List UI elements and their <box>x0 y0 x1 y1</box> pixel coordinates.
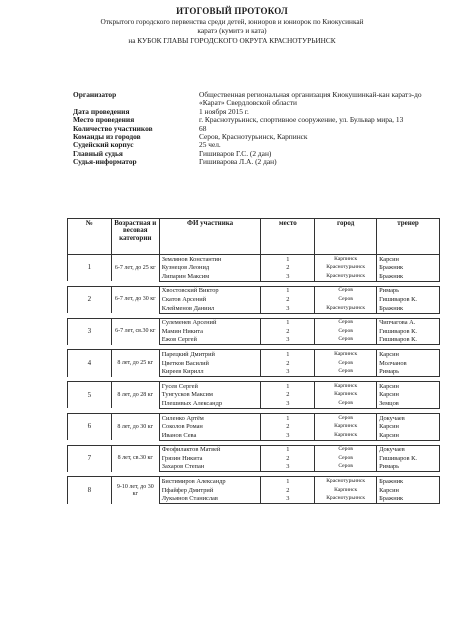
city-value: Серов <box>315 413 377 422</box>
place-value: 1 <box>261 350 315 359</box>
place-value: 3 <box>261 399 315 408</box>
place-value: 3 <box>261 463 315 472</box>
info-label: Дата проведения <box>73 106 130 116</box>
group-number: 4 <box>68 350 112 377</box>
coach-value: Карсин <box>377 423 440 432</box>
city-value: Серов <box>315 463 377 472</box>
place-value: 1 <box>261 255 315 264</box>
coach-value: Бражник <box>377 477 440 486</box>
column-header-place: место <box>261 219 315 255</box>
participant-name: Феофилактов Матвей <box>159 445 261 454</box>
page-title: ИТОГОВЫЙ ПРОТОКОЛ <box>176 6 288 16</box>
coach-value: Бражник <box>377 272 440 281</box>
place-value: 3 <box>261 336 315 345</box>
table-header-row <box>68 219 440 255</box>
age-weight-category: 8 лет, до 28 кг <box>111 382 159 409</box>
coach-value: Римарь <box>377 286 440 295</box>
group-number: 6 <box>68 413 112 440</box>
table-row <box>68 350 440 359</box>
participant-name: Плешивых Александр <box>159 399 261 408</box>
city-value: Серов <box>315 454 377 463</box>
city-value: Карпинск <box>315 382 377 391</box>
city-value: Серов <box>315 295 377 304</box>
info-label: Судейский корпус <box>73 140 134 150</box>
coach-value: Гишиваров К. <box>377 295 440 304</box>
place-value: 1 <box>261 286 315 295</box>
group-number: 7 <box>68 445 112 472</box>
coach-value: Карсин <box>377 431 440 440</box>
coach-value: Римарь <box>377 463 440 472</box>
place-value: 3 <box>261 272 315 281</box>
city-value: Серов <box>315 399 377 408</box>
city-value: Серов <box>315 327 377 336</box>
group-number: 3 <box>68 318 112 345</box>
participant-name: Иванов Сева <box>159 431 261 440</box>
participant-name: Тунгусков Максим <box>159 391 261 400</box>
info-value: 25 чел. <box>199 140 221 150</box>
coach-value: Гишиваров К. <box>377 336 440 345</box>
city-value: Краснотурьинск <box>315 304 377 313</box>
age-weight-category: 6-7 лет, до 25 кг <box>111 255 159 282</box>
coach-value: Бражник <box>377 304 440 313</box>
place-value: 3 <box>261 495 315 504</box>
place-value: 1 <box>261 318 315 327</box>
participant-name: Парецкий Дмитрий <box>159 350 261 359</box>
age-weight-category: 8 лет, до 30 кг <box>111 413 159 440</box>
table-row <box>68 286 440 295</box>
info-label: Место проведения <box>73 115 135 125</box>
city-value: Карпинск <box>315 255 377 264</box>
city-value: Серов <box>315 445 377 454</box>
place-value: 2 <box>261 327 315 336</box>
participant-name: Грязин Никита <box>159 454 261 463</box>
participant-name: Пфайфер Дмитрий <box>159 486 261 495</box>
table-row <box>68 382 440 391</box>
participant-name: Сулеменев Арсений <box>159 318 261 327</box>
city-value: Краснотурьинск <box>315 264 377 273</box>
participant-name: Цветков Василий <box>159 359 261 368</box>
column-header-number: № <box>68 219 112 255</box>
participant-name: Гусев Сергей <box>159 382 261 391</box>
participant-name: Клейменов Даниил <box>159 304 261 313</box>
table-row <box>68 445 440 454</box>
coach-value: Карсин <box>377 255 440 264</box>
info-value: г. Краснотурьинск, спортивное сооружение, ул. Бульвар мира, 13 <box>199 115 404 125</box>
age-weight-category: 6-7 лет, до 30 кг <box>111 286 159 313</box>
place-value: 1 <box>261 382 315 391</box>
column-header-city: город <box>315 219 377 255</box>
info-value: Общественная региональная организация Киокушинкай-кан каратэ-до «Карат» Свердловской области <box>199 90 422 108</box>
info-label: Количество участников <box>73 123 153 133</box>
participant-name: Скатов Арсений <box>159 295 261 304</box>
coach-value: Молчанов <box>377 359 440 368</box>
place-value: 2 <box>261 359 315 368</box>
city-value: Краснотурьинск <box>315 495 377 504</box>
coach-value: Бражник <box>377 495 440 504</box>
coach-value: Римарь <box>377 368 440 377</box>
place-value: 2 <box>261 454 315 463</box>
info-value: 1 ноября 2015 г. <box>199 106 249 116</box>
participant-name: Кузнецов Леонид <box>159 264 261 273</box>
coach-value: Карсин <box>377 350 440 359</box>
place-value: 1 <box>261 445 315 454</box>
place-value: 2 <box>261 423 315 432</box>
city-value: Краснотурьинск <box>315 272 377 281</box>
coach-value: Карсин <box>377 486 440 495</box>
table-row <box>68 413 440 422</box>
participant-name: Липарин Максим <box>159 272 261 281</box>
city-value: Карпинск <box>315 486 377 495</box>
city-value: Карпинск <box>315 431 377 440</box>
header-line-3: на КУБОК ГЛАВЫ ГОРОДСКОГО ОКРУГА КРАСНОТУРЬИНСК <box>128 35 336 45</box>
column-header-coach: тренер <box>377 219 440 255</box>
participant-name: Соколов Роман <box>159 423 261 432</box>
table-row <box>68 477 440 486</box>
place-value: 2 <box>261 486 315 495</box>
age-weight-category: 8 лет, св.30 кг <box>111 445 159 472</box>
place-value: 3 <box>261 304 315 313</box>
group-number: 1 <box>68 255 112 282</box>
column-header-category: Возрастная и весовая категории <box>111 219 159 255</box>
city-value: Серов <box>315 318 377 327</box>
info-row <box>73 158 433 166</box>
coach-value: Докучаев <box>377 445 440 454</box>
place-value: 2 <box>261 295 315 304</box>
info-label: Команды из городов <box>73 132 141 142</box>
age-weight-category: 9-10 лет, до 30 кг <box>111 477 159 504</box>
place-value: 1 <box>261 477 315 486</box>
participant-name: Хвостовский Виктор <box>159 286 261 295</box>
coach-value: Чипчагова А. <box>377 318 440 327</box>
table-row <box>68 255 440 264</box>
info-value: Гишиварова Л.А. (2 дан) <box>199 157 277 167</box>
info-label: Организатор <box>73 90 117 99</box>
place-value: 3 <box>261 431 315 440</box>
city-value: Серов <box>315 359 377 368</box>
info-value: Серов, Краснотурьинск, Карпинск <box>199 132 308 142</box>
age-weight-category: 8 лет, до 25 кг <box>111 350 159 377</box>
group-number: 2 <box>68 286 112 313</box>
participant-name: Силенко Артём <box>159 413 261 422</box>
header-line-2: каратэ (кумитэ и ката) <box>197 26 267 35</box>
participant-name: Киреев Кирилл <box>159 368 261 377</box>
place-value: 2 <box>261 391 315 400</box>
info-row <box>73 91 433 108</box>
info-value: Гишиваров Г.С. (2 дан) <box>199 148 272 158</box>
place-value: 2 <box>261 264 315 273</box>
participant-name: Лукьянов Станислав <box>159 495 261 504</box>
header-line-1: Открытого городского первенства среди детей, юниоров и юниорок по Киокусинкай <box>100 16 364 26</box>
coach-value: Гишиваров К. <box>377 327 440 336</box>
participant-name: Землянов Константин <box>159 255 261 264</box>
group-number: 8 <box>68 477 112 504</box>
group-number: 5 <box>68 382 112 409</box>
coach-value: Карсин <box>377 382 440 391</box>
event-info <box>73 91 433 167</box>
results-table <box>67 218 440 504</box>
info-value: 68 <box>199 123 207 133</box>
city-value: Карпинск <box>315 423 377 432</box>
city-value: Серов <box>315 336 377 345</box>
coach-value: Земцов <box>377 399 440 408</box>
table-row <box>68 318 440 327</box>
participant-name: Захаров Степан <box>159 463 261 472</box>
age-weight-category: 6-7 лет, св.30 кг <box>111 318 159 345</box>
info-label: Судья-информатор <box>73 157 137 167</box>
city-value: Серов <box>315 368 377 377</box>
city-value: Серов <box>315 286 377 295</box>
column-header-participant: ФИ участника <box>159 219 261 255</box>
participant-name: Мамин Никита <box>159 327 261 336</box>
info-label: Главный судья <box>73 148 123 158</box>
participant-name: Бистимиров Александр <box>159 477 261 486</box>
coach-value: Карсин <box>377 391 440 400</box>
city-value: Карпинск <box>315 350 377 359</box>
place-value: 3 <box>261 368 315 377</box>
city-value: Карпинск <box>315 391 377 400</box>
city-value: Краснотурьинск <box>315 477 377 486</box>
coach-value: Докучаев <box>377 413 440 422</box>
place-value: 1 <box>261 413 315 422</box>
coach-value: Бражник <box>377 264 440 273</box>
participant-name: Ежов Сергей <box>159 336 261 345</box>
coach-value: Гишиваров К. <box>377 454 440 463</box>
protocol-header <box>0 7 464 45</box>
